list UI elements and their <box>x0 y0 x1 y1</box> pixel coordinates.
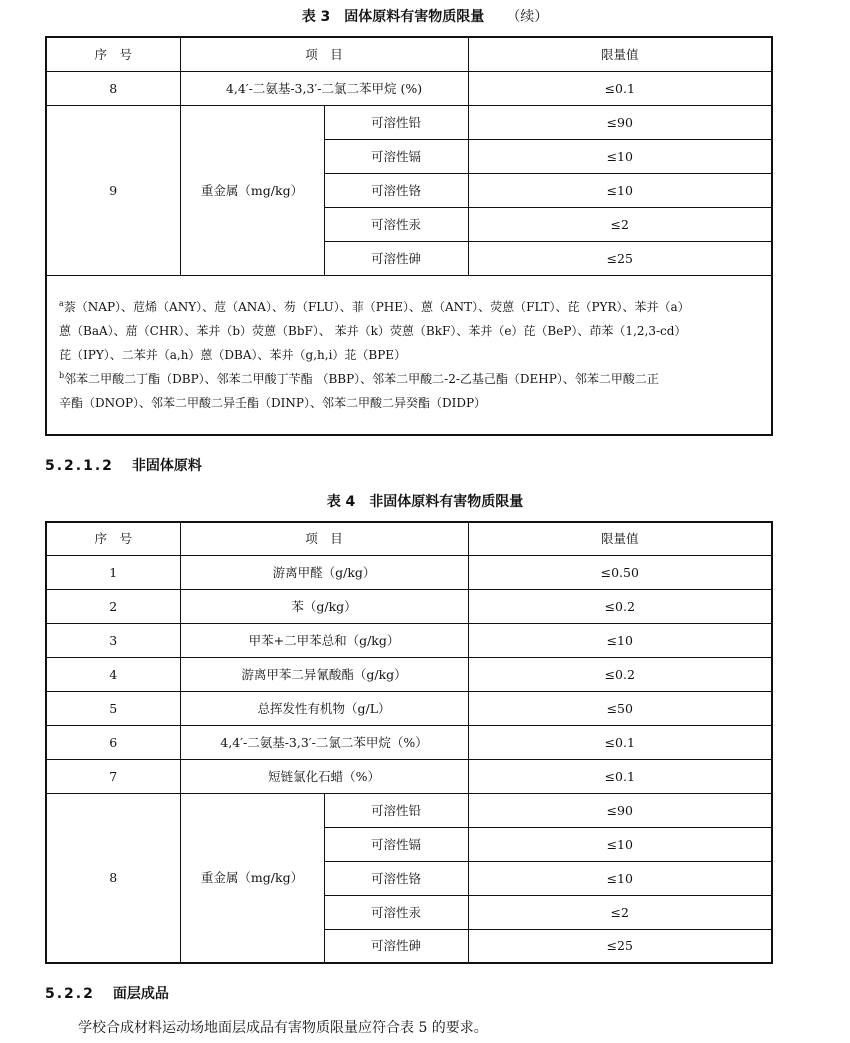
table4-caption: 表 4 非固体原料有害物质限量 <box>326 494 524 510</box>
note-b-line: 辛酯（DNOP）、邻苯二甲酸二异壬酯（DINP）、邻苯二甲酸二异癸酯（DIDP） <box>59 395 487 410</box>
table4-row8-item: 重金属（mg/kg） <box>180 793 324 963</box>
table3-header-item: 项 目 <box>180 37 468 71</box>
table4-sub-name: 可溶性镉 <box>324 827 468 861</box>
table3-row9-item: 重金属（mg/kg） <box>180 105 324 275</box>
table4-seq: 4 <box>46 657 180 691</box>
table4-seq: 3 <box>46 623 180 657</box>
table4-sub-name: 可溶性汞 <box>324 895 468 929</box>
table4-sub-limit: ≤2 <box>468 895 772 929</box>
table4-seq: 2 <box>46 589 180 623</box>
table4-limit: ≤0.2 <box>468 589 772 623</box>
table4-sub-name: 可溶性砷 <box>324 929 468 963</box>
table-row <box>46 759 772 793</box>
table-row <box>46 589 772 623</box>
table3-caption-cont: （续） <box>506 9 549 25</box>
table3 <box>45 36 773 436</box>
table4-header-row <box>46 522 772 555</box>
table4-limit: ≤50 <box>468 691 772 725</box>
table4-seq: 5 <box>46 691 180 725</box>
table3-row9-seq: 9 <box>46 105 180 275</box>
table3-notes-row <box>46 275 772 435</box>
table4-limit: ≤0.50 <box>468 555 772 589</box>
table3-sub-name: 可溶性铅 <box>324 105 468 139</box>
table4-header-limit: 限量值 <box>468 522 772 555</box>
table3-sub-limit: ≤2 <box>468 207 772 241</box>
note-a-line <box>59 295 761 319</box>
section-title: 非固体原料 <box>131 458 202 474</box>
table3-header-seq: 序 号 <box>46 37 180 71</box>
table4-header-seq: 序 号 <box>46 522 180 555</box>
table-row <box>46 793 772 827</box>
table4-item: 短链氯化石蜡（%） <box>180 759 468 793</box>
table3-sub-name: 可溶性镉 <box>324 139 468 173</box>
table4-sub-name: 可溶性铬 <box>324 861 468 895</box>
table4-seq: 1 <box>46 555 180 589</box>
table3-row8-item: 4,4′-二氨基-3,3′-二氯二苯甲烷 (%) <box>180 71 468 105</box>
section-number: 5.2.2 <box>45 986 95 1002</box>
table3-sub-name: 可溶性砷 <box>324 241 468 275</box>
table4-limit: ≤10 <box>468 623 772 657</box>
table3-caption-title: 表 3 固体原料有害物质限量 <box>301 9 485 25</box>
table-row <box>46 71 772 105</box>
note-a-text-1: 萘（NAP）、苊烯（ANY）、苊（ANA）、芴（FLU）、菲（PHE）、蒽（ANT）、荧蒽（FLT）、芘（PYR）、苯并（a） <box>63 299 690 314</box>
section-title: 面层成品 <box>112 986 169 1002</box>
table-row <box>46 725 772 759</box>
table3-sub-limit: ≤10 <box>468 173 772 207</box>
table4-sub-limit: ≤10 <box>468 827 772 861</box>
table3-sub-name: 可溶性汞 <box>324 207 468 241</box>
table4-row8-seq: 8 <box>46 793 180 963</box>
table3-header-row <box>46 37 772 71</box>
table4-item: 游离甲醛（g/kg） <box>180 555 468 589</box>
note-b-line <box>59 367 761 391</box>
table4-item: 游离甲苯二异氰酸酯（g/kg） <box>180 657 468 691</box>
note-b-mark: b <box>59 370 65 380</box>
table3-notes <box>46 275 772 435</box>
table3-row8-seq: 8 <box>46 71 180 105</box>
table3-sub-limit: ≤25 <box>468 241 772 275</box>
table3-header-limit: 限量值 <box>468 37 772 71</box>
table4-sub-limit: ≤25 <box>468 929 772 963</box>
table4-item: 苯（g/kg） <box>180 589 468 623</box>
table4-sub-limit: ≤90 <box>468 793 772 827</box>
table4-limit: ≤0.2 <box>468 657 772 691</box>
table3-sub-limit: ≤90 <box>468 105 772 139</box>
table-row <box>46 623 772 657</box>
table-row <box>46 657 772 691</box>
table4-item: 4,4′-二氨基-3,3′-二氯二苯甲烷（%） <box>180 725 468 759</box>
table3-sub-limit: ≤10 <box>468 139 772 173</box>
body-paragraph: 学校合成材料运动场地面层成品有害物质限量应符合表 5 的要求。 <box>78 1020 488 1036</box>
table4-item: 总挥发性有机物（g/L） <box>180 691 468 725</box>
table4 <box>45 521 773 964</box>
table4-header-item: 项 目 <box>180 522 468 555</box>
table-row <box>46 105 772 139</box>
table3-sub-name: 可溶性铬 <box>324 173 468 207</box>
table4-sub-limit: ≤10 <box>468 861 772 895</box>
table4-limit: ≤0.1 <box>468 725 772 759</box>
note-a-mark: a <box>59 298 64 308</box>
table-row <box>46 555 772 589</box>
table3-row8-limit: ≤0.1 <box>468 71 772 105</box>
table4-seq: 6 <box>46 725 180 759</box>
table4-limit: ≤0.1 <box>468 759 772 793</box>
table4-seq: 7 <box>46 759 180 793</box>
section-number: 5.2.1.2 <box>45 458 114 474</box>
table-row <box>46 691 772 725</box>
section-heading-5212 <box>45 455 202 475</box>
table4-sub-name: 可溶性铅 <box>324 793 468 827</box>
note-a-line: 蒽（BaA）、䓛（CHR）、苯并（b）荧蒽（BbF）、 苯并（k）荧蒽（BkF）、苯并（e）芘（BeP）、茚苯（1,2,3-cd） <box>59 323 687 338</box>
table3-caption <box>0 6 850 26</box>
table4-item: 甲苯+二甲苯总和（g/kg） <box>180 623 468 657</box>
section-heading-522 <box>45 983 169 1003</box>
note-a-line: 芘（IPY）、二苯并（a,h）蒽（DBA）、苯并（g,h,i）苝（BPE） <box>59 347 407 362</box>
note-b-text-1: 邻苯二甲酸二丁酯（DBP）、邻苯二甲酸丁苄酯 （BBP）、邻苯二甲酸二-2-乙基己酯（DEHP）、邻苯二甲酸二正 <box>64 371 659 386</box>
